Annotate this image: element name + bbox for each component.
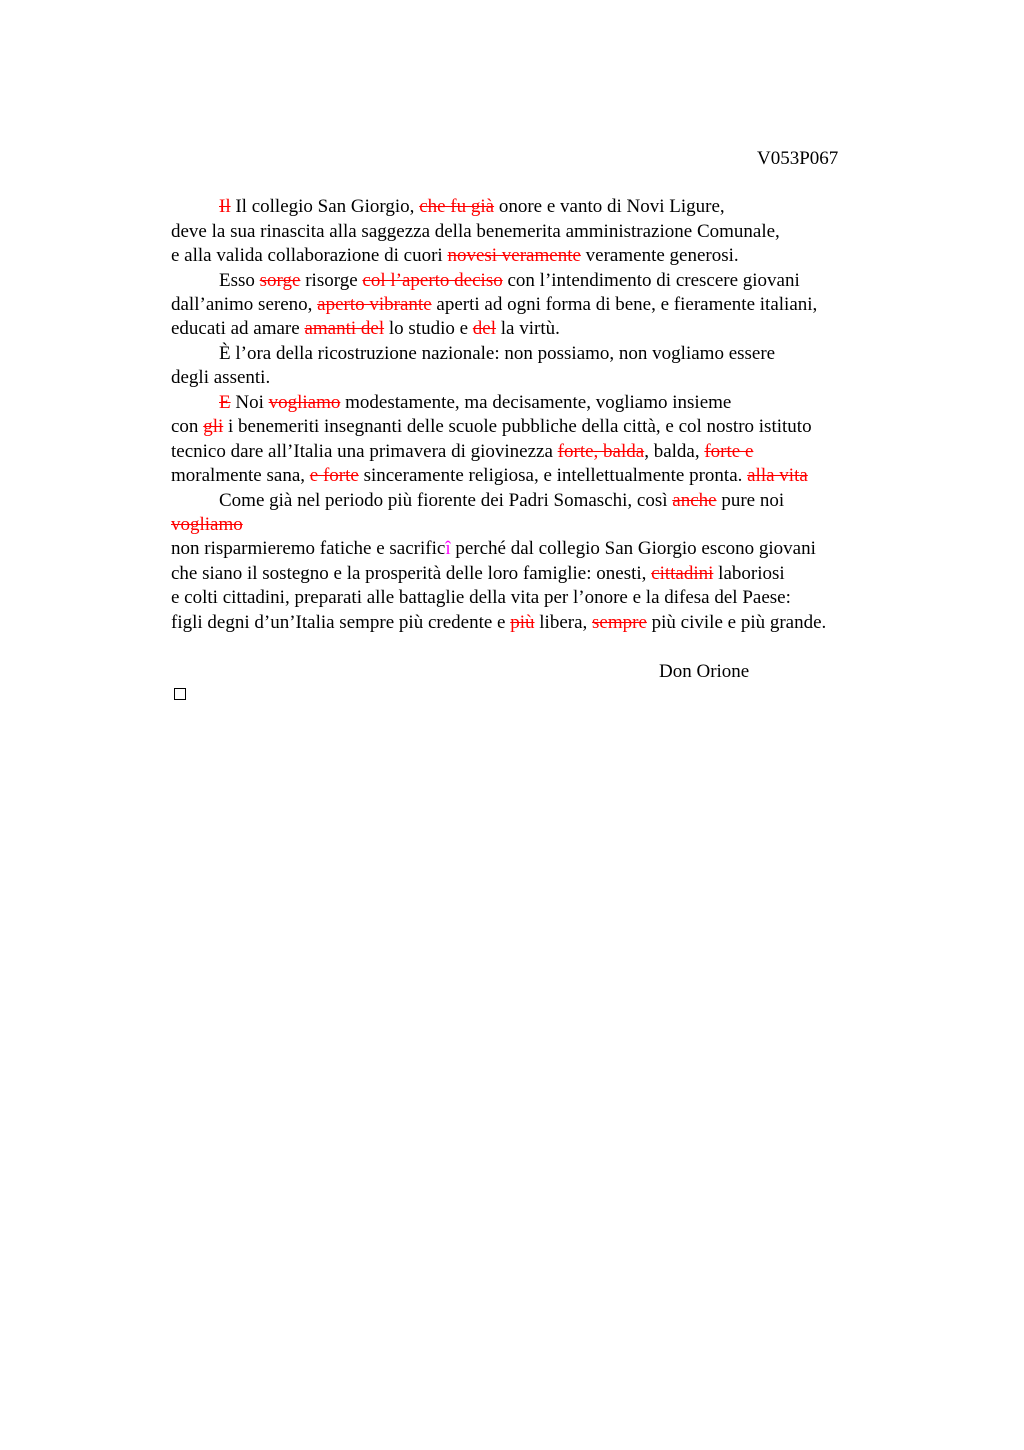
text-line <box>219 342 775 366</box>
text-segment: sinceramente religiosa, e intellettualmente pronta. <box>358 465 748 486</box>
text-segment: educati ad amare <box>171 318 305 339</box>
deleted-text: vogliamo <box>171 514 243 535</box>
text-line <box>171 293 817 317</box>
text-segment: , balda, <box>644 441 705 462</box>
text-line <box>171 513 243 537</box>
text-segment: non risparmieremo fatiche e sacrific <box>171 538 446 559</box>
text-line <box>219 269 800 293</box>
deleted-text: del <box>472 318 497 339</box>
deleted-text: più <box>510 612 535 633</box>
text-line <box>171 366 270 390</box>
text-line <box>171 415 812 439</box>
text-segment: modestamente, ma decisamente, vogliamo insieme <box>340 392 732 413</box>
text-segment: Noi <box>230 392 269 413</box>
text-segment: e colti cittadini, preparati alle battaglie della vita per l’onore e la difesa del Paese: <box>171 587 791 608</box>
deleted-text: che fu già <box>419 196 495 217</box>
text-line <box>219 391 731 415</box>
deleted-text: novesi veramente <box>447 245 581 266</box>
deleted-text: forte e <box>704 441 754 462</box>
deleted-text: anche <box>672 490 717 511</box>
text-segment: moralmente sana, <box>171 465 310 486</box>
text-segment: risorge <box>300 270 363 291</box>
text-segment: più civile e più grande. <box>646 612 827 633</box>
correction-mark: î <box>445 538 451 559</box>
text-segment: dall’animo sereno, <box>171 294 318 315</box>
text-segment: i benemeriti insegnanti delle scuole pubbliche della città, e col nostro istituto <box>223 416 812 437</box>
text-segment: È l’ora della ricostruzione nazionale: non possiamo, non vogliamo essere <box>219 343 776 364</box>
deleted-text: e forte <box>309 465 359 486</box>
text-line <box>171 317 560 341</box>
text-segment: perché dal collegio San Giorgio escono giovani <box>450 538 816 559</box>
deleted-text: vogliamo <box>268 392 341 413</box>
text-line <box>219 195 725 219</box>
text-segment: con <box>171 416 204 437</box>
text-segment: libera, <box>534 612 593 633</box>
text-segment: che siano il sostegno e la prosperità delle loro famiglie: onesti, <box>171 563 652 584</box>
text-segment: onore e vanto di Novi Ligure, <box>494 196 725 217</box>
deleted-text: alla vita <box>747 465 808 486</box>
document-id: V053P067 <box>757 148 839 169</box>
deleted-text: sorge <box>259 270 301 291</box>
deleted-text: cittadini <box>651 563 714 584</box>
text-segment: tecnico dare all’Italia una primavera di giovinezza <box>171 441 558 462</box>
text-segment: Esso <box>219 270 260 291</box>
text-line <box>171 537 816 561</box>
signature: Don Orione <box>659 661 750 682</box>
text-segment: deve la sua rinascita alla saggezza della benemerita amministrazione Comunale, <box>171 221 780 242</box>
text-segment: veramente generosi. <box>580 245 739 266</box>
deleted-text: Il <box>219 196 231 217</box>
text-line <box>171 586 791 610</box>
text-line <box>171 220 780 244</box>
deleted-text: forte, balda <box>557 441 645 462</box>
text-segment: aperti ad ogni forma di bene, e fieramente italiani, <box>431 294 818 315</box>
text-segment: con l’intendimento di crescere giovani <box>502 270 800 291</box>
deleted-text: amanti del <box>304 318 385 339</box>
text-line <box>171 440 753 464</box>
text-segment: degli assenti. <box>171 367 271 388</box>
deleted-text: E <box>219 392 231 413</box>
text-line <box>171 611 826 635</box>
text-segment: e alla valida collaborazione di cuori <box>171 245 448 266</box>
text-segment: lo studio e <box>384 318 473 339</box>
deleted-text: gli <box>203 416 224 437</box>
text-segment: la virtù. <box>496 318 560 339</box>
text-line <box>171 464 808 488</box>
deleted-text: col l’aperto deciso <box>362 270 503 291</box>
text-segment: laboriosi <box>713 563 785 584</box>
text-line <box>171 562 785 586</box>
text-segment: figli degni d’un’Italia sempre più credente e <box>171 612 511 633</box>
text-line <box>171 244 739 268</box>
text-segment: Come già nel periodo più fiorente dei Padri Somaschi, così <box>219 490 673 511</box>
text-line <box>219 489 784 513</box>
text-segment: Il collegio San Giorgio, <box>230 196 420 217</box>
deleted-text: sempre <box>592 612 647 633</box>
end-box-icon <box>174 688 186 700</box>
text-segment: pure noi <box>716 490 785 511</box>
deleted-text: aperto vibrante <box>317 294 432 315</box>
